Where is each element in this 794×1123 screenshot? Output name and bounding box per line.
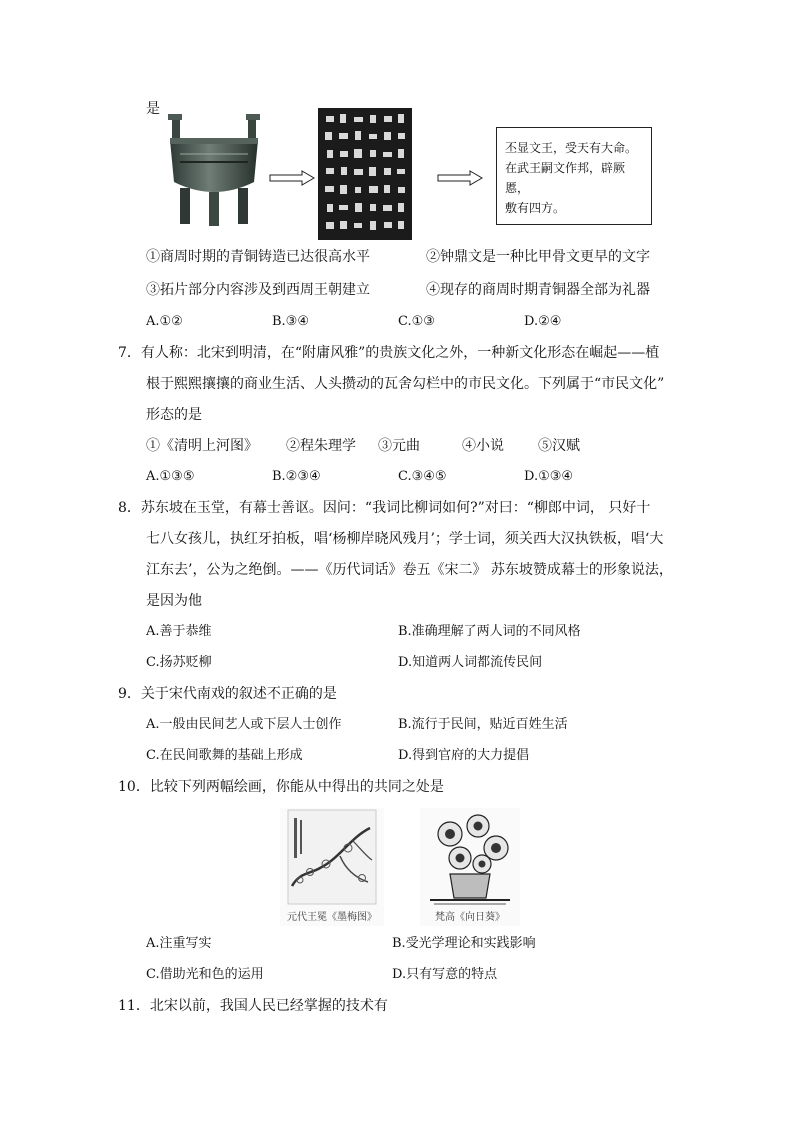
sunflowers-painting-image	[420, 808, 520, 926]
q8-option-c[interactable]: C.扬苏贬柳	[146, 655, 212, 670]
q9-option-d[interactable]: D.得到官府的大力提倡	[398, 748, 530, 763]
q6-stem-tail: 是	[146, 101, 160, 117]
q8-option-a[interactable]: A.善于恭维	[146, 624, 212, 639]
q10-option-a[interactable]: A.注重写实	[146, 936, 212, 951]
transcription-line: 在武王嗣文作邦，辟厥慝，	[505, 161, 626, 195]
plum-blossom-painting-image	[280, 808, 384, 926]
q6-statement-3: ③拓片部分内容涉及到西周王朝建立	[146, 282, 370, 298]
q9-stem: 9．关于宋代南戏的叙述不正确的是	[118, 686, 337, 702]
q7-stem-line: 根于熙熙攘攘的商业生活、人头攒动的瓦舍勾栏中的市民文化。下列属于“市民文化”	[146, 376, 665, 392]
q8-stem-line: 江东去’，公为之绝倒。——《历代词话》卷五《宋二》 苏东坡赞成幕士的形象说法，	[146, 562, 673, 578]
q7-item-2: ②程朱理学	[286, 438, 356, 454]
q7-option-b[interactable]: B.②③④	[272, 469, 321, 484]
q6-statement-2: ②钟鼎文是一种比甲骨文更早的文字	[426, 249, 650, 265]
q9-option-c[interactable]: C.在民间歌舞的基础上形成	[146, 748, 303, 763]
q10-option-d[interactable]: D.只有写意的特点	[392, 967, 498, 982]
inscription-rubbing-image	[318, 108, 412, 240]
q8-stem-line: 8．苏东坡在玉堂，有幕士善讴。因问：“我词比柳词如何?”对曰：“柳郎中词， 只好十	[118, 500, 651, 516]
q8-option-d[interactable]: D.知道两人词都流传民间	[398, 655, 543, 670]
painting-caption: 元代王冕《墨梅图》	[287, 912, 377, 923]
q6-option-b[interactable]: B.③④	[272, 314, 309, 329]
transcription-line: 敷有四方。	[505, 201, 566, 215]
q6-statement-4: ④现存的商周时期青铜器全部为礼器	[426, 282, 650, 298]
q7-option-d[interactable]: D.①③④	[524, 469, 574, 484]
q8-stem-line: 七八女孩儿，执红牙拍板，唱‘杨柳岸晓风残月’；学士词，须关西大汉执铁板，唱‘大	[146, 531, 664, 547]
q7-item-5: ⑤汉赋	[538, 438, 580, 454]
q7-option-a[interactable]: A.①③⑤	[146, 469, 195, 484]
arrow-right-icon	[268, 170, 316, 186]
q8-option-b[interactable]: B.准确理解了两人词的不同风格	[398, 624, 581, 639]
q10-option-b[interactable]: B.受光学理论和实践影响	[392, 936, 536, 951]
q6-option-c[interactable]: C.①③	[398, 314, 435, 329]
q7-item-3: ③元曲	[378, 438, 420, 454]
q7-stem-line: 7．有人称：北宋到明清，在“附庸风雅”的贵族文化之外，一种新文化形态在崛起——植	[118, 345, 660, 361]
q6-option-d[interactable]: D.②④	[524, 314, 562, 329]
q7-item-1: ①《清明上河图》	[146, 438, 258, 454]
q9-option-a[interactable]: A.一般由民间艺人或下层人士创作	[146, 717, 342, 732]
q10-stem: 10．比较下列两幅绘画，你能从中得出的共同之处是	[118, 779, 444, 795]
painting-caption: 梵高《向日葵》	[435, 912, 505, 923]
arrow-right-icon	[436, 170, 484, 186]
q7-stem-line: 形态的是	[146, 407, 202, 423]
q7-option-c[interactable]: C.③④⑤	[398, 469, 447, 484]
q9-option-b[interactable]: B.流行于民间，贴近百姓生活	[398, 717, 568, 732]
q6-statement-1: ①商周时期的青铜铸造已达很高水平	[146, 249, 370, 265]
q11-stem: 11．北宋以前，我国人民已经掌握的技术有	[118, 998, 388, 1014]
q8-stem-line: 是因为他	[146, 593, 202, 609]
q10-option-c[interactable]: C.借助光和色的运用	[146, 967, 264, 982]
inscription-transcription-box	[496, 127, 652, 225]
q6-option-a[interactable]: A.①②	[146, 314, 183, 329]
q7-item-4: ④小说	[462, 438, 504, 454]
transcription-line: 丕显文王，受天有大命。	[505, 141, 638, 155]
bronze-ding-image	[166, 110, 262, 228]
